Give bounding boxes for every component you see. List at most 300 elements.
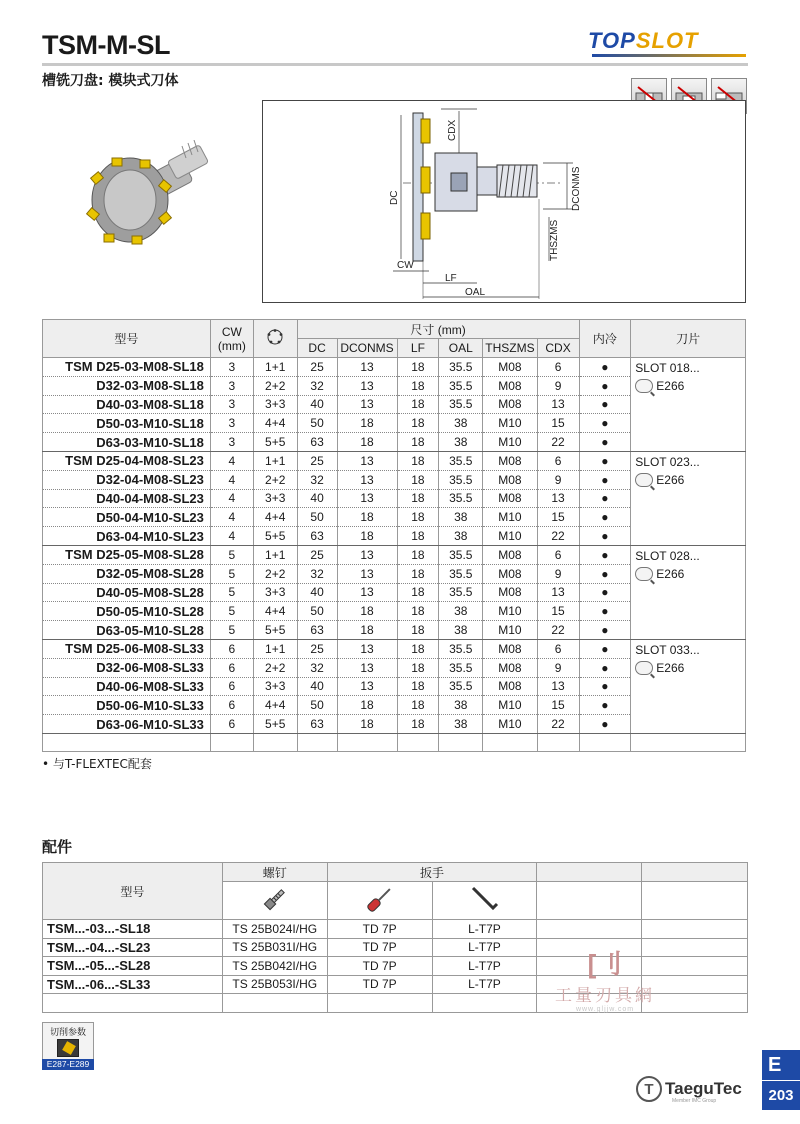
oal-cell: 38 [439, 527, 483, 546]
acc-header-wrench: 扳手 [327, 863, 537, 882]
product-table [42, 319, 746, 752]
lf-cell: 18 [397, 602, 439, 621]
thszms-cell: M10 [483, 527, 537, 546]
lf-cell: 18 [397, 395, 439, 414]
acc-screw-cell: TS 25B053I/HG [222, 975, 327, 994]
coolant-cell: ● [579, 470, 631, 489]
cdx-cell: 15 [537, 414, 579, 433]
blank-cell [253, 733, 297, 751]
header-dimensions: 尺寸 (mm) [297, 320, 579, 339]
oal-cell: 38 [439, 602, 483, 621]
l-key-icon-cell [432, 882, 537, 920]
oal-cell: 35.5 [439, 545, 483, 564]
insert-page-link[interactable] [635, 567, 741, 581]
thszms-cell: M08 [483, 470, 537, 489]
lf-cell: 18 [397, 527, 439, 546]
empty-icon-cell-1 [537, 882, 642, 920]
cdx-cell: 15 [537, 696, 579, 715]
z-cell: 1+1 [253, 545, 297, 564]
l-key-icon [467, 903, 501, 917]
insert-page-link[interactable] [635, 661, 741, 675]
insert-name: SLOT 018... [635, 361, 700, 375]
insert-page-ref: E266 [656, 379, 685, 393]
z-cell: 5+5 [253, 715, 297, 734]
oal-cell: 35.5 [439, 583, 483, 602]
z-cell: 1+1 [253, 451, 297, 470]
cw-cell: 3 [210, 358, 253, 377]
model-cell: D63-04-M10-SL23 [43, 527, 211, 546]
oal-cell: 35.5 [439, 564, 483, 583]
table-row [43, 545, 746, 564]
lf-label: LF [445, 273, 457, 284]
z-cell: 3+3 [253, 583, 297, 602]
thszms-cell: M08 [483, 564, 537, 583]
table-row [43, 358, 746, 377]
cutting-data-icon [57, 1039, 79, 1057]
thszms-cell: M08 [483, 677, 537, 696]
oal-cell: 38 [439, 621, 483, 640]
acc-empty-cell [537, 920, 642, 939]
acc-header-screw: 螺钉 [222, 863, 327, 882]
product-image [82, 140, 252, 250]
blank-cell [483, 733, 537, 751]
acc-blank-cell [222, 994, 327, 1013]
dc-cell: 25 [297, 451, 337, 470]
acc-model-cell: TSM...-04...-SL23 [43, 938, 223, 957]
cdx-cell: 9 [537, 564, 579, 583]
watermark-url: www.gljjw.com [575, 1006, 635, 1013]
insert-cell [631, 639, 746, 733]
screwdriver-icon [363, 903, 397, 917]
thszms-cell: M08 [483, 658, 537, 677]
acc-wrench1-cell: TD 7P [327, 975, 432, 994]
thszms-cell: M08 [483, 583, 537, 602]
coolant-cell: ● [579, 508, 631, 527]
coolant-cell: ● [579, 358, 631, 377]
thszms-cell: M10 [483, 414, 537, 433]
acc-model-cell: TSM...-06...-SL33 [43, 975, 223, 994]
dconms-cell: 13 [337, 545, 397, 564]
insert-cell [631, 545, 746, 639]
cdx-cell: 13 [537, 489, 579, 508]
acc-header-model: 型号 [43, 863, 223, 920]
dc-cell: 50 [297, 602, 337, 621]
cw-cell: 3 [210, 414, 253, 433]
insert-page-link[interactable] [635, 379, 741, 393]
title-divider [42, 63, 748, 66]
acc-wrench1-cell: TD 7P [327, 920, 432, 939]
dc-cell: 32 [297, 376, 337, 395]
header-cdx: CDX [537, 339, 579, 358]
z-cell: 2+2 [253, 376, 297, 395]
topslot-logo [588, 28, 699, 54]
cutting-data-label: 切削参数 [49, 1028, 86, 1038]
model-cell: D50-04-M10-SL23 [43, 508, 211, 527]
model-cell: D63-03-M10-SL18 [43, 433, 211, 452]
taegutec-name: TaeguTec [665, 1079, 742, 1098]
thszms-cell: M08 [483, 489, 537, 508]
cdx-cell: 22 [537, 433, 579, 452]
lf-cell: 18 [397, 677, 439, 696]
thszms-cell: M10 [483, 508, 537, 527]
z-cell: 3+3 [253, 489, 297, 508]
coolant-cell: ● [579, 602, 631, 621]
oal-cell: 35.5 [439, 677, 483, 696]
cw-cell: 5 [210, 621, 253, 640]
insert-page-ref: E266 [656, 472, 685, 487]
header-model: 型号 [43, 320, 211, 358]
dconms-label: DCONMS [571, 166, 582, 211]
model-cell: D40-06-M08-SL33 [43, 677, 211, 696]
technical-drawing [262, 100, 746, 303]
thszms-cell: M08 [483, 451, 537, 470]
model-cell: TSM D25-06-M08-SL33 [43, 639, 211, 658]
acc-screw-cell: TS 25B024I/HG [222, 920, 327, 939]
coolant-cell: ● [579, 696, 631, 715]
dconms-cell: 18 [337, 696, 397, 715]
thszms-cell: M08 [483, 376, 537, 395]
lf-cell: 18 [397, 489, 439, 508]
cw-cell: 6 [210, 696, 253, 715]
dc-cell: 63 [297, 715, 337, 734]
coolant-cell: ● [579, 489, 631, 508]
model-cell: D63-06-M10-SL33 [43, 715, 211, 734]
insert-cell [631, 358, 746, 452]
dconms-cell: 13 [337, 677, 397, 696]
acc-model-cell: TSM...-05...-SL28 [43, 957, 223, 976]
dconms-cell: 13 [337, 639, 397, 658]
model-cell: TSM D25-03-M08-SL18 [43, 358, 211, 377]
dconms-cell: 13 [337, 451, 397, 470]
header-thszms: THSZMS [483, 339, 537, 358]
lf-cell: 18 [397, 696, 439, 715]
dconms-cell: 18 [337, 527, 397, 546]
thszms-cell: M10 [483, 715, 537, 734]
blank-cell [439, 733, 483, 751]
coolant-cell: ● [579, 545, 631, 564]
dc-cell: 25 [297, 358, 337, 377]
oal-cell: 35.5 [439, 470, 483, 489]
z-cell: 1+1 [253, 639, 297, 658]
page-number: 203 [762, 1080, 800, 1110]
insert-count-icon [266, 335, 284, 349]
model-cell: D32-03-M08-SL18 [43, 376, 211, 395]
z-cell: 4+4 [253, 414, 297, 433]
cdx-cell: 22 [537, 527, 579, 546]
cw-cell: 6 [210, 658, 253, 677]
cdx-cell: 9 [537, 470, 579, 489]
coolant-cell: ● [579, 715, 631, 734]
z-cell: 4+4 [253, 508, 297, 527]
oal-cell: 35.5 [439, 358, 483, 377]
dc-cell: 50 [297, 696, 337, 715]
magnifier-icon [635, 379, 653, 393]
acc-wrench1-cell: TD 7P [327, 957, 432, 976]
header-dconms: DCONMS [337, 339, 397, 358]
acc-model-cell: TSM...-03...-SL18 [43, 920, 223, 939]
z-cell: 5+5 [253, 621, 297, 640]
screw-icon [260, 903, 290, 917]
magnifier-icon [635, 473, 653, 487]
dconms-cell: 13 [337, 583, 397, 602]
insert-page-ref: E266 [656, 566, 685, 581]
thszms-cell: M10 [483, 696, 537, 715]
dconms-cell: 18 [337, 414, 397, 433]
lf-cell: 18 [397, 376, 439, 395]
header-lf: LF [397, 339, 439, 358]
magnifier-icon [635, 661, 653, 675]
dconms-cell: 13 [337, 658, 397, 677]
coolant-cell: ● [579, 433, 631, 452]
cw-cell: 3 [210, 376, 253, 395]
dconms-cell: 18 [337, 715, 397, 734]
lf-cell: 18 [397, 639, 439, 658]
page-subtitle: 槽铣刀盘: 模块式刀体 [42, 73, 179, 89]
oal-cell: 35.5 [439, 451, 483, 470]
model-cell: D50-03-M10-SL18 [43, 414, 211, 433]
cdx-cell: 9 [537, 376, 579, 395]
header-coolant: 内冷 [579, 320, 631, 358]
taegutec-subtitle: Member IMC Group [672, 1098, 717, 1104]
cdx-label: CDX [447, 119, 458, 141]
blank-cell [210, 733, 253, 751]
coolant-cell: ● [579, 376, 631, 395]
cw-cell: 6 [210, 715, 253, 734]
dconms-cell: 13 [337, 489, 397, 508]
z-cell: 5+5 [253, 433, 297, 452]
blank-cell [297, 733, 337, 751]
blank-row [43, 733, 746, 751]
header-oal: OAL [439, 339, 483, 358]
dc-cell: 25 [297, 639, 337, 658]
acc-wrench2-cell: L-T7P [432, 957, 537, 976]
dc-cell: 63 [297, 527, 337, 546]
acc-wrench2-cell: L-T7P [432, 938, 537, 957]
header-dc: DC [297, 339, 337, 358]
header-teeth [253, 320, 297, 358]
z-cell: 4+4 [253, 602, 297, 621]
coolant-cell: ● [579, 621, 631, 640]
z-cell: 1+1 [253, 358, 297, 377]
thszms-cell: M08 [483, 395, 537, 414]
acc-header-empty-2 [642, 863, 748, 882]
header-cw [210, 320, 253, 358]
z-cell: 4+4 [253, 696, 297, 715]
coolant-cell: ● [579, 451, 631, 470]
acc-screw-cell: TS 25B031I/HG [222, 938, 327, 957]
thszms-cell: M08 [483, 545, 537, 564]
section-tab: E [762, 1050, 800, 1080]
cutting-data-pages[interactable]: E287-E289 [42, 1059, 94, 1070]
cw-cell: 4 [210, 527, 253, 546]
accessory-row [43, 920, 748, 939]
model-cell: D32-04-M08-SL23 [43, 470, 211, 489]
taegutec-mark-icon: T [636, 1076, 662, 1102]
z-cell: 3+3 [253, 677, 297, 696]
coolant-cell: ● [579, 658, 631, 677]
insert-cell [631, 451, 746, 545]
oal-cell: 35.5 [439, 395, 483, 414]
oal-cell: 38 [439, 715, 483, 734]
insert-name: SLOT 023... [635, 454, 700, 469]
cw-cell: 5 [210, 545, 253, 564]
cw-cell: 3 [210, 395, 253, 414]
acc-header-empty-1 [537, 863, 642, 882]
model-cell: D40-05-M08-SL28 [43, 583, 211, 602]
acc-screw-cell: TS 25B042I/HG [222, 957, 327, 976]
dc-cell: 50 [297, 508, 337, 527]
cdx-cell: 13 [537, 677, 579, 696]
logo-underline [592, 54, 746, 57]
lf-cell: 18 [397, 583, 439, 602]
oal-cell: 38 [439, 696, 483, 715]
cdx-cell: 6 [537, 358, 579, 377]
dc-cell: 40 [297, 583, 337, 602]
dc-cell: 32 [297, 470, 337, 489]
dc-cell: 32 [297, 564, 337, 583]
coolant-cell: ● [579, 414, 631, 433]
cw-cell: 5 [210, 583, 253, 602]
cdx-cell: 6 [537, 451, 579, 470]
thszms-label: THSZMS [549, 219, 560, 261]
cdx-cell: 22 [537, 715, 579, 734]
cw-cell: 4 [210, 470, 253, 489]
dconms-cell: 13 [337, 564, 397, 583]
header-cw-unit: (mm) [217, 338, 246, 353]
lf-cell: 18 [397, 358, 439, 377]
table-row [43, 639, 746, 658]
z-cell: 2+2 [253, 564, 297, 583]
logo-part-slot: SLOT [635, 28, 699, 53]
cw-cell: 5 [210, 564, 253, 583]
cw-cell: 4 [210, 508, 253, 527]
cw-cell: 4 [210, 489, 253, 508]
cdx-cell: 6 [537, 639, 579, 658]
coolant-cell: ● [579, 639, 631, 658]
lf-cell: 18 [397, 414, 439, 433]
cdx-cell: 13 [537, 395, 579, 414]
logo-part-top: TOP [588, 28, 636, 53]
header-insert: 刀片 [631, 320, 746, 358]
cw-cell: 5 [210, 602, 253, 621]
cw-cell: 3 [210, 433, 253, 452]
oal-cell: 38 [439, 433, 483, 452]
z-cell: 3+3 [253, 395, 297, 414]
coolant-cell: ● [579, 527, 631, 546]
watermark [530, 944, 680, 1014]
oal-cell: 35.5 [439, 489, 483, 508]
cw-cell: 6 [210, 639, 253, 658]
cdx-cell: 15 [537, 508, 579, 527]
cw-label: CW [397, 260, 414, 271]
cw-cell: 6 [210, 677, 253, 696]
header-cw-label: CW [221, 324, 242, 339]
dconms-cell: 18 [337, 433, 397, 452]
dc-cell: 32 [297, 658, 337, 677]
acc-blank-cell [327, 994, 432, 1013]
accessories-title: 配件 [42, 838, 73, 856]
thszms-cell: M10 [483, 433, 537, 452]
acc-blank-cell [43, 994, 223, 1013]
model-cell: D63-05-M10-SL28 [43, 621, 211, 640]
dconms-cell: 13 [337, 395, 397, 414]
cw-cell: 4 [210, 451, 253, 470]
model-cell: D32-05-M08-SL28 [43, 564, 211, 583]
insert-page-link[interactable] [635, 473, 741, 487]
model-cell: D50-05-M10-SL28 [43, 602, 211, 621]
lf-cell: 18 [397, 433, 439, 452]
blank-cell [537, 733, 579, 751]
model-cell: TSM D25-04-M08-SL23 [43, 451, 211, 470]
dconms-cell: 13 [337, 376, 397, 395]
empty-icon-cell-2 [642, 882, 748, 920]
thszms-cell: M08 [483, 358, 537, 377]
dc-cell: 40 [297, 395, 337, 414]
model-cell: D50-06-M10-SL33 [43, 696, 211, 715]
insert-page-ref: E266 [656, 660, 685, 675]
dconms-cell: 18 [337, 602, 397, 621]
oal-cell: 35.5 [439, 658, 483, 677]
coolant-cell: ● [579, 564, 631, 583]
watermark-logo: [刂 [587, 949, 623, 979]
acc-wrench1-cell: TD 7P [327, 938, 432, 957]
cdx-cell: 6 [537, 545, 579, 564]
watermark-text: 工量刃具網 [555, 986, 655, 1006]
screw-icon-cell [222, 882, 327, 920]
thszms-cell: M10 [483, 602, 537, 621]
lf-cell: 18 [397, 715, 439, 734]
dc-cell: 40 [297, 677, 337, 696]
screwdriver-icon-cell [327, 882, 432, 920]
dc-cell: 50 [297, 414, 337, 433]
coolant-cell: ● [579, 677, 631, 696]
z-cell: 2+2 [253, 658, 297, 677]
oal-label: OAL [465, 287, 486, 298]
cdx-cell: 15 [537, 602, 579, 621]
acc-blank-cell [432, 994, 537, 1013]
dconms-cell: 18 [337, 508, 397, 527]
acc-empty-cell [642, 920, 748, 939]
cdx-cell: 22 [537, 621, 579, 640]
lf-cell: 18 [397, 470, 439, 489]
magnifier-icon [635, 567, 653, 581]
oal-cell: 38 [439, 508, 483, 527]
dconms-cell: 13 [337, 358, 397, 377]
coolant-cell: ● [579, 395, 631, 414]
dc-cell: 63 [297, 621, 337, 640]
lf-cell: 18 [397, 545, 439, 564]
lf-cell: 18 [397, 508, 439, 527]
coolant-cell: ● [579, 583, 631, 602]
lf-cell: 18 [397, 451, 439, 470]
page-title: TSM-M-SL [42, 30, 170, 60]
dc-cell: 40 [297, 489, 337, 508]
model-cell: D40-04-M08-SL23 [43, 489, 211, 508]
acc-wrench2-cell: L-T7P [432, 975, 537, 994]
blank-cell [43, 733, 211, 751]
insert-name: SLOT 028... [635, 548, 700, 563]
blank-cell [579, 733, 631, 751]
model-cell: D40-03-M08-SL18 [43, 395, 211, 414]
thszms-cell: M08 [483, 639, 537, 658]
compatibility-note: • 与T-FLEXTEC配套 [42, 757, 152, 771]
lf-cell: 18 [397, 564, 439, 583]
acc-wrench2-cell: L-T7P [432, 920, 537, 939]
oal-cell: 35.5 [439, 376, 483, 395]
model-cell: TSM D25-05-M08-SL28 [43, 545, 211, 564]
dc-label: DC [389, 190, 400, 205]
cdx-cell: 13 [537, 583, 579, 602]
